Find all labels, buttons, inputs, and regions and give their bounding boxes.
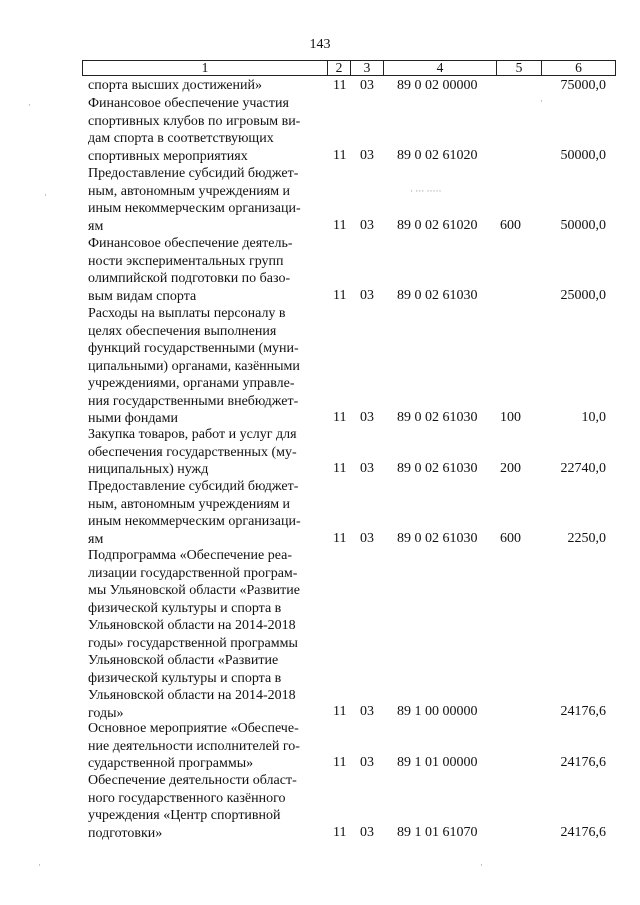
row-expense-type: 200	[500, 461, 521, 476]
row-subsection: 03	[360, 755, 374, 770]
row-expense-type: 600	[500, 531, 521, 546]
row-amount: 24176,6	[560, 704, 606, 719]
row-amount: 25000,0	[560, 288, 606, 303]
row-subsection: 03	[360, 218, 374, 233]
row-description: Закупка товаров, работ и услуг для обеспечения государственных (му- ниципальных) нужд	[88, 427, 297, 477]
row-target-code: 89 0 02 61030	[397, 531, 478, 546]
scan-speck: ·	[44, 190, 47, 200]
row-subsection: 03	[360, 461, 374, 476]
row-section: 11	[333, 78, 347, 93]
row-amount: 50000,0	[560, 148, 606, 163]
row-expense-type: 600	[500, 218, 521, 233]
row-target-code: 89 0 02 61020	[397, 148, 478, 163]
row-subsection: 03	[360, 704, 374, 719]
row-subsection: 03	[360, 531, 374, 546]
scan-speck: ·	[480, 860, 483, 870]
row-subsection: 03	[360, 148, 374, 163]
row-target-code: 89 1 01 00000	[397, 755, 478, 770]
row-amount: 2250,0	[567, 531, 606, 546]
row-amount: 22740,0	[560, 461, 606, 476]
row-subsection: 03	[360, 410, 374, 425]
row-amount: 24176,6	[560, 755, 606, 770]
row-expense-type: 100	[500, 410, 521, 425]
row-description: Предоставление субсидий бюджет- ным, автономным учреждениям и иным некоммерческим организаци- ям	[88, 479, 301, 547]
row-section: 11	[333, 531, 347, 546]
header-col-6: 6	[575, 60, 582, 75]
row-description: спорта высших достижений»	[88, 78, 263, 93]
scan-speck: · ··· ·····	[410, 186, 442, 196]
row-target-code: 89 0 02 61030	[397, 461, 478, 476]
row-description: Обеспечение деятельности област- ного государственного казённого учреждения «Центр спортивной подготовки»	[88, 773, 297, 841]
header-col-2: 2	[328, 61, 351, 75]
row-target-code: 89 0 02 61030	[397, 410, 478, 425]
row-amount: 50000,0	[560, 218, 606, 233]
header-col-3: 3	[351, 61, 384, 75]
row-description: Расходы на выплаты персоналу в целях обеспечения выполнения функций государственными (муни- ципальными) органами, казёнными учреждениями, органами управле- ния государственными внебюджет- ными фондами	[88, 306, 300, 426]
row-section: 11	[333, 755, 347, 770]
row-section: 11	[333, 218, 347, 233]
table-header	[82, 60, 616, 76]
row-section: 11	[333, 461, 347, 476]
row-section: 11	[333, 704, 347, 719]
row-section: 11	[333, 148, 347, 163]
row-amount: 24176,6	[560, 825, 606, 840]
row-description: Финансовое обеспечение участия спортивных клубов по игровым ви- дам спорта в соответствующих спортивных мероприятиях	[88, 96, 301, 164]
row-target-code: 89 1 00 00000	[397, 704, 478, 719]
row-target-code: 89 0 02 61030	[397, 288, 478, 303]
scan-speck: ·	[28, 100, 31, 110]
row-target-code: 89 0 02 00000	[397, 78, 478, 93]
row-description: Предоставление субсидий бюджет- ным, автономным учреждениям и иным некоммерческим организаци- ям	[88, 166, 301, 234]
row-subsection: 03	[360, 825, 374, 840]
row-description: Подпрограмма «Обеспечение реа- лизации государственной програм- мы Ульяновской области «Развитие физической культуры и спорта в Ульяновской области на 2014-2018 годы» государственной программы Ульяновской области «Развитие физической культуры и спорта в Ульяновской области на 2014-2018 годы»	[88, 548, 300, 721]
row-subsection: 03	[360, 78, 374, 93]
row-subsection: 03	[360, 288, 374, 303]
row-section: 11	[333, 825, 347, 840]
row-section: 11	[333, 288, 347, 303]
header-col-4: 4	[384, 61, 497, 75]
row-amount: 10,0	[581, 410, 606, 425]
row-target-code: 89 1 01 61070	[397, 825, 478, 840]
header-col-5: 5	[497, 61, 542, 75]
row-target-code: 89 0 02 61020	[397, 218, 478, 233]
header-col-1: 1	[83, 61, 328, 75]
row-description: Основное мероприятие «Обеспече- ние деятельности исполнителей го- сударственной программы»	[88, 721, 300, 771]
page-number: 143	[309, 37, 331, 52]
row-description: Финансовое обеспечение деятель- ности экспериментальных групп олимпийской подготовки по базо- вым видам спорта	[88, 236, 293, 304]
row-amount: 75000,0	[560, 78, 606, 93]
row-section: 11	[333, 410, 347, 425]
scan-speck: ·	[540, 96, 543, 106]
scan-speck: ·	[38, 860, 41, 870]
